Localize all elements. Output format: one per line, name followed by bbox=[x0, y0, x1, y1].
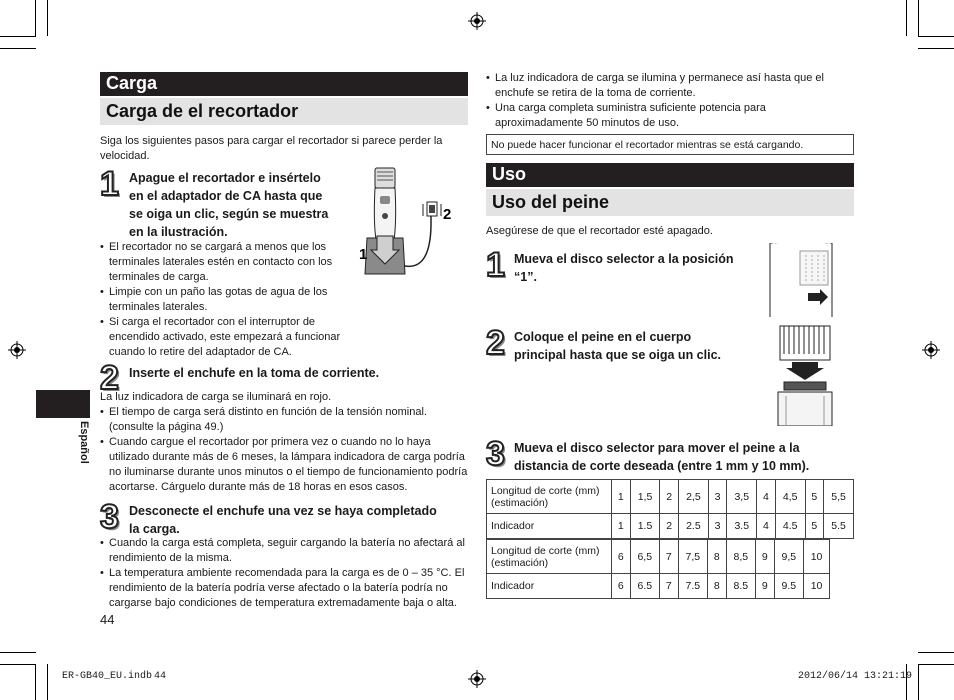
step-number: 2 bbox=[486, 324, 505, 362]
list-item: • La luz indicadora de carga se ilumina y permanece así hasta que el enchufe se retira de la toma de corriente. bbox=[486, 71, 854, 101]
subsection-bar-carga: Carga de el recortador bbox=[100, 98, 468, 125]
registration-mark-icon bbox=[922, 341, 940, 359]
table-cell: 1 bbox=[612, 514, 631, 539]
crop-mark bbox=[0, 48, 36, 49]
table-cell: 4.5 bbox=[775, 514, 805, 539]
list-item: • Limpie con un paño las gotas de agua de los terminales laterales. bbox=[100, 285, 350, 315]
registration-mark-icon bbox=[468, 670, 486, 688]
step1-title: Apague el recortador e insértelo en el adaptador de CA hasta que se oiga un clic, según se muestra en la ilustración. bbox=[129, 171, 329, 239]
table-cell: 10 bbox=[804, 540, 830, 574]
table-cell: 1 bbox=[612, 480, 631, 514]
table-cell: 3 bbox=[708, 480, 727, 514]
table-cell: 10 bbox=[804, 574, 830, 599]
step-number: 1 bbox=[100, 165, 119, 203]
step-number: 2 bbox=[100, 359, 119, 397]
table-cell: 6 bbox=[612, 574, 631, 599]
crop-mark bbox=[918, 0, 919, 36]
list-item: • Cuando cargue el recortador por primera vez o cuando no lo haya utilizado durante más de 6 meses, la lámpara indicadora de carga podría no iluminarse durante unos minutos o el tiempo de funcionamiento podría acortarse. Cárguelo durante más de 18 horas en esos casos. bbox=[100, 435, 470, 495]
table-cell: 7 bbox=[660, 574, 679, 599]
table-row bbox=[487, 514, 854, 539]
crop-mark bbox=[35, 0, 36, 36]
table-cell: 6,5 bbox=[630, 540, 659, 574]
table-cell: Longitud de corte (mm) (estimación) bbox=[487, 540, 612, 574]
figure-label: 1 bbox=[359, 246, 368, 263]
table-cell: 7,5 bbox=[678, 540, 707, 574]
table-cell: 9,5 bbox=[774, 540, 803, 574]
table-cell: 5.5 bbox=[824, 514, 854, 539]
footer-file-page: 44 bbox=[154, 671, 167, 682]
table-cell: 5,5 bbox=[824, 480, 854, 514]
table-cell: 2.5 bbox=[679, 514, 709, 539]
intro-text: Siga los siguientes pasos para cargar el recortador si parece perder la velocidad. bbox=[100, 135, 443, 162]
registration-mark-icon bbox=[468, 12, 486, 30]
figure-label: 2 bbox=[443, 206, 452, 223]
subsection-bar-uso: Uso del peine bbox=[486, 189, 854, 216]
crop-mark bbox=[47, 664, 48, 700]
intro-text: Asegúrese de que el recortador esté apagado. bbox=[486, 225, 713, 237]
section-bar-uso: Uso bbox=[486, 163, 854, 187]
step3-title: Desconecte el enchufe una vez se haya completado la carga. bbox=[129, 504, 437, 536]
list-item: • Cuando la carga está completa, seguir cargando la batería no afectará al rendimiento de la misma. bbox=[100, 536, 470, 566]
footer-date: 2012/06/14 bbox=[798, 671, 859, 682]
table-cell: 5 bbox=[805, 514, 824, 539]
step2-note: La luz indicadora de carga se iluminará en rojo. bbox=[100, 391, 332, 403]
table-cell: 3,5 bbox=[727, 480, 757, 514]
table-row bbox=[487, 480, 854, 514]
crop-mark bbox=[918, 652, 954, 653]
footer-file: ER-GB40_EU.indb bbox=[62, 671, 153, 682]
step-number: 3 bbox=[486, 435, 505, 473]
list-item: • Si carga el recortador con el interruptor de encendido activado, este empezará a funcionar cuando lo retire del adaptador de CA. bbox=[100, 315, 350, 360]
step1-title: Mueva el disco selector a la posición “1”. bbox=[514, 252, 734, 284]
table-cell: Indicador bbox=[487, 574, 612, 599]
crop-mark bbox=[918, 36, 954, 37]
table-cell: 7.5 bbox=[678, 574, 707, 599]
crop-mark bbox=[0, 652, 36, 653]
table-cell: 1.5 bbox=[630, 514, 660, 539]
table-cell: 1,5 bbox=[630, 480, 660, 514]
table-cell: 6 bbox=[612, 540, 631, 574]
table-cell: Longitud de corte (mm) (estimación) bbox=[487, 480, 612, 514]
table-cell: 2 bbox=[660, 480, 679, 514]
selector-dial-illustration bbox=[766, 243, 836, 317]
table-cell: 3.5 bbox=[727, 514, 757, 539]
page-number: 44 bbox=[100, 612, 115, 627]
step-number: 1 bbox=[486, 246, 505, 284]
step3-title: Mueva el disco selector para mover el peine a la distancia de corte deseada (entre 1 mm y 10 mm). bbox=[514, 441, 810, 473]
footer-time: 13:21:19 bbox=[864, 671, 913, 682]
crop-mark bbox=[918, 664, 954, 665]
table-row bbox=[487, 540, 830, 574]
list-item: • Una carga completa suministra suficiente potencia para aproximadamente 50 minutos de uso. bbox=[486, 101, 854, 131]
table-cell: 2,5 bbox=[679, 480, 709, 514]
crop-mark bbox=[47, 0, 48, 36]
table-cell: 4,5 bbox=[775, 480, 805, 514]
crop-mark bbox=[918, 48, 954, 49]
step1-bullets bbox=[100, 240, 350, 360]
step3-bullets bbox=[100, 536, 470, 611]
note-box: No puede hacer funcionar el recortador mientras se está cargando. bbox=[486, 134, 854, 155]
comb-attach-illustration bbox=[770, 320, 840, 426]
section-bar-carga: Carga bbox=[100, 72, 468, 96]
step2-title: Coloque el peine en el cuerpo principal hasta que se oiga un clic. bbox=[514, 330, 722, 362]
list-item: • La temperatura ambiente recomendada para la carga es de 0 – 35 °C. El rendimiento de la batería podría verse afectado o la batería podría no cargarse bajo condiciones de temperatura extremadamente baja o alta. bbox=[100, 566, 470, 611]
table-cell: 9 bbox=[756, 540, 775, 574]
list-item: • El recortador no se cargará a menos que los terminales laterales estén en contacto con los terminales de carga. bbox=[100, 240, 350, 285]
table-cell: 3 bbox=[708, 514, 727, 539]
table-cell: 8.5 bbox=[726, 574, 755, 599]
crop-mark bbox=[0, 664, 36, 665]
list-item: • El tiempo de carga será distinto en función de la tensión nominal. (consulte la página 49.) bbox=[100, 405, 470, 435]
table-cell: 4 bbox=[757, 480, 776, 514]
crop-mark bbox=[906, 0, 907, 36]
table-cell: 8 bbox=[708, 574, 727, 599]
crop-mark bbox=[918, 664, 919, 700]
registration-mark-icon bbox=[8, 341, 26, 359]
table-cell: 6.5 bbox=[630, 574, 659, 599]
crop-mark bbox=[0, 36, 36, 37]
side-tab-label: Español bbox=[78, 421, 90, 464]
table-cell: 7 bbox=[660, 540, 679, 574]
table-cell: 4 bbox=[757, 514, 776, 539]
cut-length-table-2 bbox=[486, 539, 830, 599]
crop-mark bbox=[906, 664, 907, 700]
side-tab-block bbox=[36, 390, 90, 418]
table-cell: 8,5 bbox=[726, 540, 755, 574]
step2-title: Inserte el enchufe en la toma de corriente. bbox=[129, 366, 380, 380]
table-cell: 2 bbox=[660, 514, 679, 539]
top-bullets bbox=[486, 71, 854, 131]
table-cell: 9.5 bbox=[774, 574, 803, 599]
table-row bbox=[487, 574, 830, 599]
table-cell: 5 bbox=[805, 480, 824, 514]
trimmer-charging-illustration bbox=[355, 166, 460, 284]
crop-mark bbox=[35, 664, 36, 700]
step2-bullets bbox=[100, 405, 470, 495]
table-cell: Indicador bbox=[487, 514, 612, 539]
cut-length-table-1 bbox=[486, 479, 854, 539]
table-cell: 9 bbox=[756, 574, 775, 599]
table-cell: 8 bbox=[708, 540, 727, 574]
step-number: 3 bbox=[100, 498, 119, 536]
